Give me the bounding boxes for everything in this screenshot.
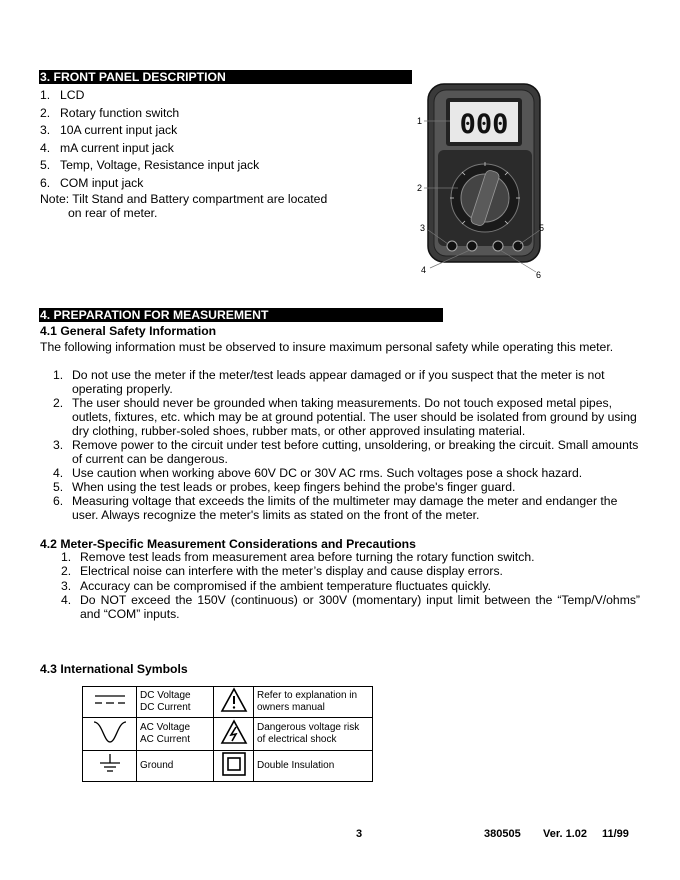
subsection-4-3-title: 4.3 International Symbols <box>40 662 188 676</box>
item-text: 10A current input jack <box>60 123 178 137</box>
double-insulation-symbol-cell <box>214 751 254 782</box>
item-number: 2. <box>53 396 64 410</box>
list-item <box>40 396 640 438</box>
dc-label-cell <box>137 687 214 718</box>
list-item <box>40 593 640 622</box>
list-item <box>40 87 370 105</box>
danger-symbol-cell <box>214 718 254 751</box>
caution-symbol-cell <box>214 687 254 718</box>
list-item <box>40 438 640 466</box>
document-number: 380505 <box>484 828 521 840</box>
double-insulation-label-cell <box>254 751 373 782</box>
item-number: 1. <box>53 368 64 382</box>
item-text: Remove power to the circuit under test before cutting, unsoldering, or breaking the circuit. Small amounts of current can be dangerous. <box>72 438 639 466</box>
ac-label-cell <box>137 718 214 751</box>
high-voltage-icon <box>220 719 248 745</box>
callout-3: 3 <box>420 223 426 233</box>
callout-2: 2 <box>417 183 423 193</box>
list-item <box>40 564 640 578</box>
item-number: 4. <box>40 140 51 155</box>
ac-wave-icon <box>90 718 130 746</box>
multimeter-icon <box>412 78 562 288</box>
item-number: 4. <box>53 466 64 480</box>
front-panel-list <box>40 87 370 192</box>
item-text: COM input jack <box>60 175 144 190</box>
dc-icon <box>90 690 130 710</box>
item-text: Rotary function switch <box>60 105 180 120</box>
list-item <box>40 122 370 140</box>
list-item <box>40 368 640 396</box>
danger-label-cell <box>254 718 373 751</box>
item-number: 3. <box>53 438 64 452</box>
safety-list <box>40 368 640 522</box>
symbols-table <box>82 686 373 782</box>
item-text: When using the test leads or probes, keep fingers behind the probe's finger guard. <box>72 480 516 494</box>
item-text: Measuring voltage that exceeds the limits of the multimeter may damage the meter and endanger the user. Always recognize the meter's limits as stated on the front of the meter. <box>72 494 618 522</box>
item-text: Do NOT exceed the 150V (continuous) or 300V (momentary) input limit between the “Temp/V/ohms” and “COM” inputs. <box>80 592 640 622</box>
multimeter-illustration <box>412 78 562 288</box>
callout-4: 4 <box>421 265 427 275</box>
list-item <box>40 105 370 123</box>
revision-date: 11/99 <box>602 828 629 840</box>
list-item <box>40 157 370 175</box>
caution-triangle-icon <box>220 687 248 713</box>
item-number: 3. <box>61 578 72 593</box>
item-text: LCD <box>60 88 85 102</box>
note <box>40 192 340 220</box>
list-item <box>40 175 370 193</box>
item-number: 6. <box>40 175 51 190</box>
double-insulation-icon <box>220 751 248 777</box>
dc-voltage-label: DC Voltage <box>140 690 191 701</box>
page-number: 3 <box>356 828 363 840</box>
ground-symbol-cell <box>83 751 137 782</box>
item-number: 2. <box>40 105 51 120</box>
item-number: 6. <box>53 494 64 508</box>
ac-current-label: AC Current <box>140 734 191 745</box>
list-item <box>40 579 640 593</box>
list-item <box>40 480 640 494</box>
item-number: 5. <box>40 158 51 172</box>
lcd-readout: 000 <box>459 109 509 140</box>
item-number: 4. <box>61 592 72 607</box>
table-row <box>83 751 373 782</box>
refer-label-line-1: Refer to explanation in <box>257 690 358 701</box>
list-item <box>40 550 640 564</box>
item-text: The user should never be grounded when taking measurements. Do not touch exposed metal pipes, outlets, fixtures, etc. which may be at ground potential. The user should be isolated from ground by using dry clothing, rubber-soled shoes, rubber mats, or other approved insulating material. <box>72 396 637 438</box>
section-3-heading: 3. FRONT PANEL DESCRIPTION <box>39 70 412 84</box>
subsection-4-2-title: 4.2 Meter-Specific Measurement Considerations and Precautions <box>40 537 416 551</box>
dc-current-label: DC Current <box>140 702 191 713</box>
double-insulation-label: Double Insulation <box>257 760 335 771</box>
dc-symbol-cell <box>83 687 137 718</box>
note-line-2: on rear of meter. <box>68 206 158 220</box>
item-text: Remove test leads from measurement area before turning the rotary function switch. <box>80 550 535 564</box>
table-row <box>83 687 373 718</box>
version: Ver. 1.02 <box>543 828 588 840</box>
section-4-heading: 4. PREPARATION FOR MEASUREMENT <box>39 308 443 322</box>
item-text: mA current input jack <box>60 140 174 155</box>
ac-symbol-cell <box>83 718 137 751</box>
ground-label: Ground <box>140 760 174 771</box>
ground-icon <box>90 751 130 777</box>
precautions-list <box>40 550 640 621</box>
item-text: Accuracy can be compromised if the ambient temperature fluctuates quickly. <box>80 578 491 593</box>
item-number: 5. <box>53 480 64 494</box>
item-number: 1. <box>61 550 72 564</box>
item-number: 1. <box>40 88 51 102</box>
item-number: 3. <box>40 123 51 137</box>
list-item <box>40 494 640 522</box>
danger-label-line-1: Dangerous voltage risk <box>257 722 360 733</box>
danger-label-line-2: of electrical shock <box>257 734 337 745</box>
callout-1: 1 <box>417 116 423 126</box>
item-text: Electrical noise can interfere with the meter’s display and cause display errors. <box>80 564 503 579</box>
item-text: Use caution when working above 60V DC or 30V AC rms. Such voltages pose a shock hazard. <box>72 466 583 480</box>
ac-voltage-label: AC Voltage <box>140 722 191 733</box>
refer-label-cell <box>254 687 373 718</box>
subsection-4-1-title: 4.1 General Safety Information <box>40 324 217 338</box>
table-row <box>83 718 373 751</box>
item-number: 2. <box>61 564 72 579</box>
callout-5: 5 <box>539 223 545 233</box>
item-text: Temp, Voltage, Resistance input jack <box>60 158 260 172</box>
list-item <box>40 466 640 480</box>
safety-intro: The following information must be observed to insure maximum personal safety while operating this meter. <box>40 340 614 354</box>
refer-label-line-2: owners manual <box>257 702 325 713</box>
note-line-1: Note: Tilt Stand and Battery compartment are located <box>40 192 328 206</box>
ground-label-cell <box>137 751 214 782</box>
callout-6: 6 <box>536 270 542 280</box>
list-item <box>40 140 370 158</box>
item-text: Do not use the meter if the meter/test leads appear damaged or if you suspect that the meter is not operating properly. <box>72 368 605 396</box>
